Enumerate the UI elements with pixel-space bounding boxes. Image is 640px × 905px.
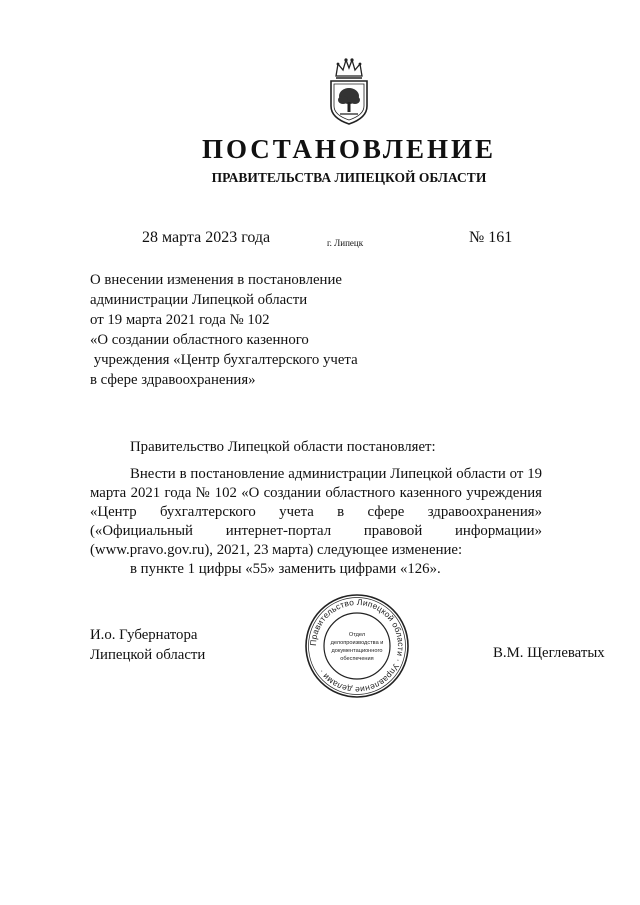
subject-line: О внесении изменения в постановление <box>90 272 342 288</box>
subject-line: учреждения «Центр бухгалтерского учета <box>90 352 358 368</box>
signatory-name: В.М. Щеглеватых <box>493 645 605 661</box>
signatory-position-line: И.о. Губернатора <box>90 627 198 643</box>
seal-inner-line: делопроизводства и <box>330 640 384 646</box>
document-subtitle: ПРАВИТЕЛЬСТВА ЛИПЕЦКОЙ ОБЛАСТИ <box>211 170 487 185</box>
document-subject <box>90 270 358 390</box>
signatory-position-line: Липецкой области <box>90 647 206 663</box>
seal-inner-line: Отдел <box>348 632 366 638</box>
document-date: 28 марта 2023 года <box>142 229 271 246</box>
seal-outer-text: Правительство Липецкой области · Управление делами · <box>307 596 407 696</box>
seal-inner-line: документационного <box>331 648 383 654</box>
resolution-intro: Правительство Липецкой области постановляет: <box>130 439 436 455</box>
subject-line: в сфере здравоохранения» <box>90 372 256 388</box>
document-title: ПОСТАНОВЛЕНИЕ <box>201 134 497 164</box>
resolution-change: в пункте 1 цифры «55» заменить цифрами «126». <box>130 561 441 577</box>
document-number: № 161 <box>469 229 513 246</box>
document-body <box>90 438 542 579</box>
seal-inner-line: обеспечения <box>340 656 374 662</box>
official-seal-stamp <box>303 592 411 700</box>
signatory-position <box>90 625 205 665</box>
coat-of-arms-emblem <box>326 56 372 126</box>
subject-line: администрации Липецкой области <box>90 292 308 308</box>
document-city: г. Липецк <box>327 238 364 248</box>
resolution-paragraph: Внести в постановление администрации Липецкой области от 19 марта 2021 года № 102 «О создании областного казенного учреждения «Центр бухгалтерского учета в сфере здравоохранения» («Официальный интернет-портал правовой информации» (www.pravo.gov.ru), 2021, 23 марта) следующее изменение: <box>90 466 542 558</box>
subject-line: «О создании областного казенного <box>90 332 309 348</box>
subject-line: от 19 марта 2021 года № 102 <box>90 312 270 328</box>
